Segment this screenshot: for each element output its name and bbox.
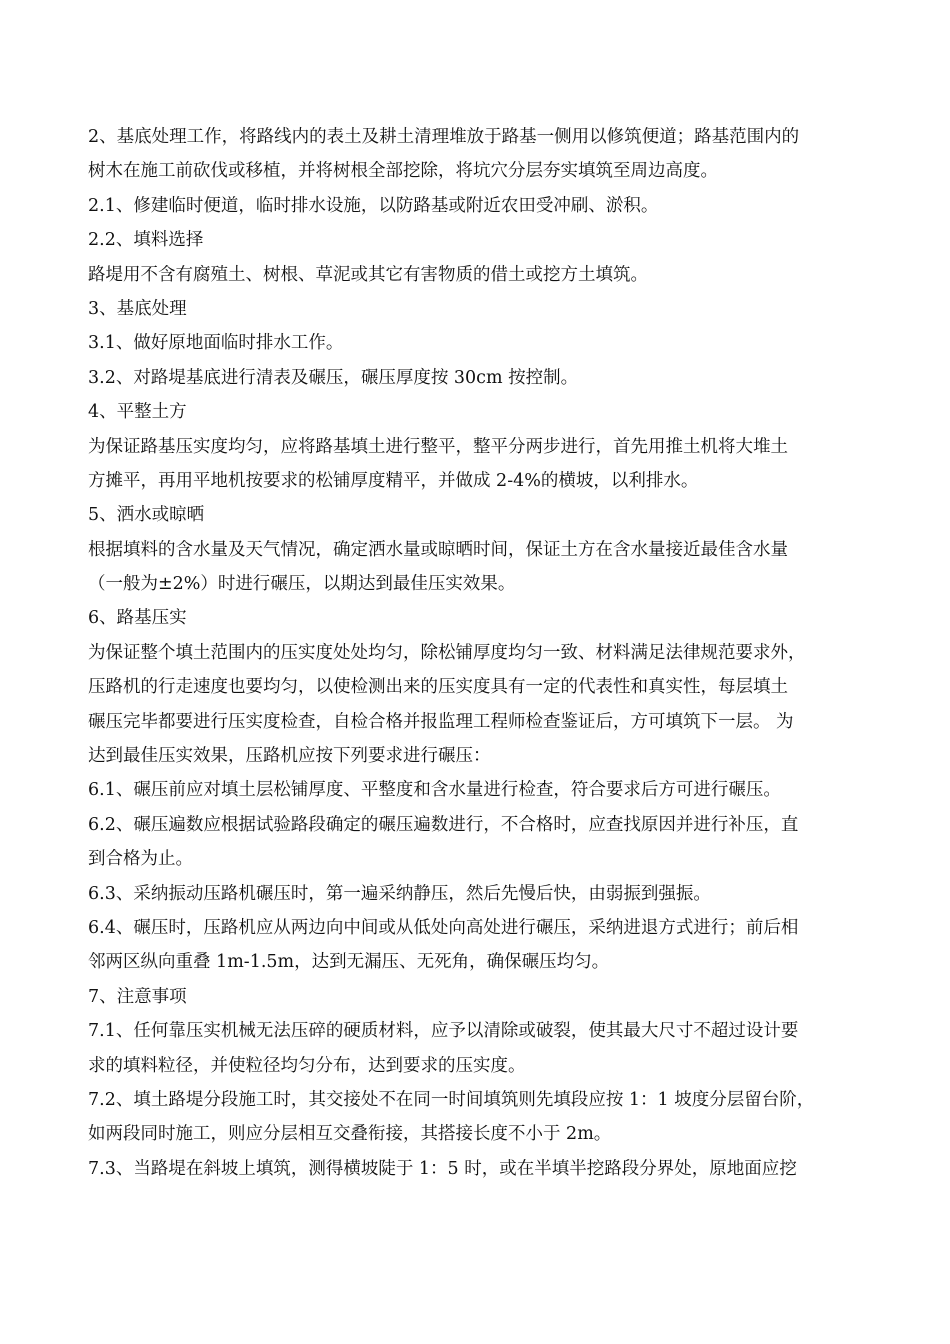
text-line: 树木在施工前砍伐或移植，并将树根全部挖除，将坑穴分层夯实填筑至周边高度。 bbox=[88, 161, 718, 182]
text-line: 3.2、对路堤基底进行清表及碾压，碾压厚度按 30cm 按控制。 bbox=[88, 367, 579, 388]
text-line: 7.3、当路堤在斜坡上填筑，测得横坡陡于 1：5 时，或在半填半挖路段分界处，原地面应挖 bbox=[88, 1158, 797, 1179]
section-heading: 5、洒水或晾晒 bbox=[88, 505, 205, 526]
document-body bbox=[88, 120, 868, 1186]
text-line: 7.1、任何靠压实机械无法压碎的硬质材料，应予以清除或破裂，使其最大尺寸不超过设计要 bbox=[88, 1021, 799, 1042]
text-line: 为保证整个填土范围内的压实度处处均匀，除松铺厚度均匀一致、材料满足法律规范要求外， bbox=[88, 642, 806, 663]
section-heading: 4、平整土方 bbox=[88, 402, 187, 423]
section-heading: 7、注意事项 bbox=[88, 986, 187, 1007]
text-line: 如两段同时施工，则应分层相互交叠衔接，其搭接长度不小于 2m。 bbox=[88, 1124, 612, 1145]
text-line: 2、基底处理工作，将路线内的表土及耕土清理堆放于路基一侧用以修筑便道；路基范围内的 bbox=[88, 127, 800, 147]
text-line: 2.1、修建临时便道，临时排水设施，以防路基或附近农田受冲刷、淤积。 bbox=[88, 195, 659, 216]
text-line: 达到最佳压实效果，压路机应按下列要求进行碾压： bbox=[88, 746, 491, 767]
text-line: 方摊平，再用平地机按要求的松铺厚度精平，并做成 2-4%的横坡，以利排水。 bbox=[88, 470, 699, 491]
text-line: 求的填料粒径，并使粒径均匀分布，达到要求的压实度。 bbox=[88, 1055, 526, 1076]
section-heading: 6、路基压实 bbox=[88, 608, 187, 629]
text-line: 6.4、碾压时，压路机应从两边向中间或从低处向高处进行碾压，采纳进退方式进行；前后相 bbox=[88, 917, 799, 938]
text-line: 压路机的行走速度也要均匀，以使检测出来的压实度具有一定的代表性和真实性，每层填土 bbox=[88, 677, 788, 698]
section-heading: 3、基底处理 bbox=[88, 298, 187, 319]
text-line: 6.2、碾压遍数应根据试验路段确定的碾压遍数进行，不合格时，应查找原因并进行补压，直 bbox=[88, 814, 799, 835]
text-line: 到合格为止。 bbox=[88, 849, 193, 870]
text-line: 邻两区纵向重叠 1m-1.5m，达到无漏压、无死角，确保碾压均匀。 bbox=[88, 952, 610, 973]
text-line: 根据填料的含水量及天气情况，确定洒水量或晾晒时间，保证土方在含水量接近最佳含水量 bbox=[88, 539, 788, 560]
text-line: 碾压完毕都要进行压实度检查，自检合格并报监理工程师检查鉴证后，方可填筑下一层。 为 bbox=[88, 711, 794, 732]
text-line: 6.3、采纳振动压路机碾压时，第一遍采纳静压，然后先慢后快，由弱振到强振。 bbox=[88, 883, 711, 904]
section-heading: 2.2、填料选择 bbox=[88, 230, 204, 251]
text-line: 路堤用不含有腐殖土、树根、草泥或其它有害物质的借土或挖方土填筑。 bbox=[88, 264, 648, 285]
text-line: 7.2、填土路堤分段施工时，其交接处不在同一时间填筑则先填段应按 1：1 坡度分层留台阶， bbox=[88, 1089, 815, 1110]
text-line: 6.1、碾压前应对填土层松铺厚度、平整度和含水量进行检查，符合要求后方可进行碾压。 bbox=[88, 780, 781, 801]
text-line: 为保证路基压实度均匀，应将路基填土进行整平，整平分两步进行，首先用推土机将大堆土 bbox=[88, 436, 788, 457]
text-line: （一般为±2%）时进行碾压，以期达到最佳压实效果。 bbox=[88, 574, 516, 595]
text-line: 3.1、做好原地面临时排水工作。 bbox=[88, 333, 344, 354]
